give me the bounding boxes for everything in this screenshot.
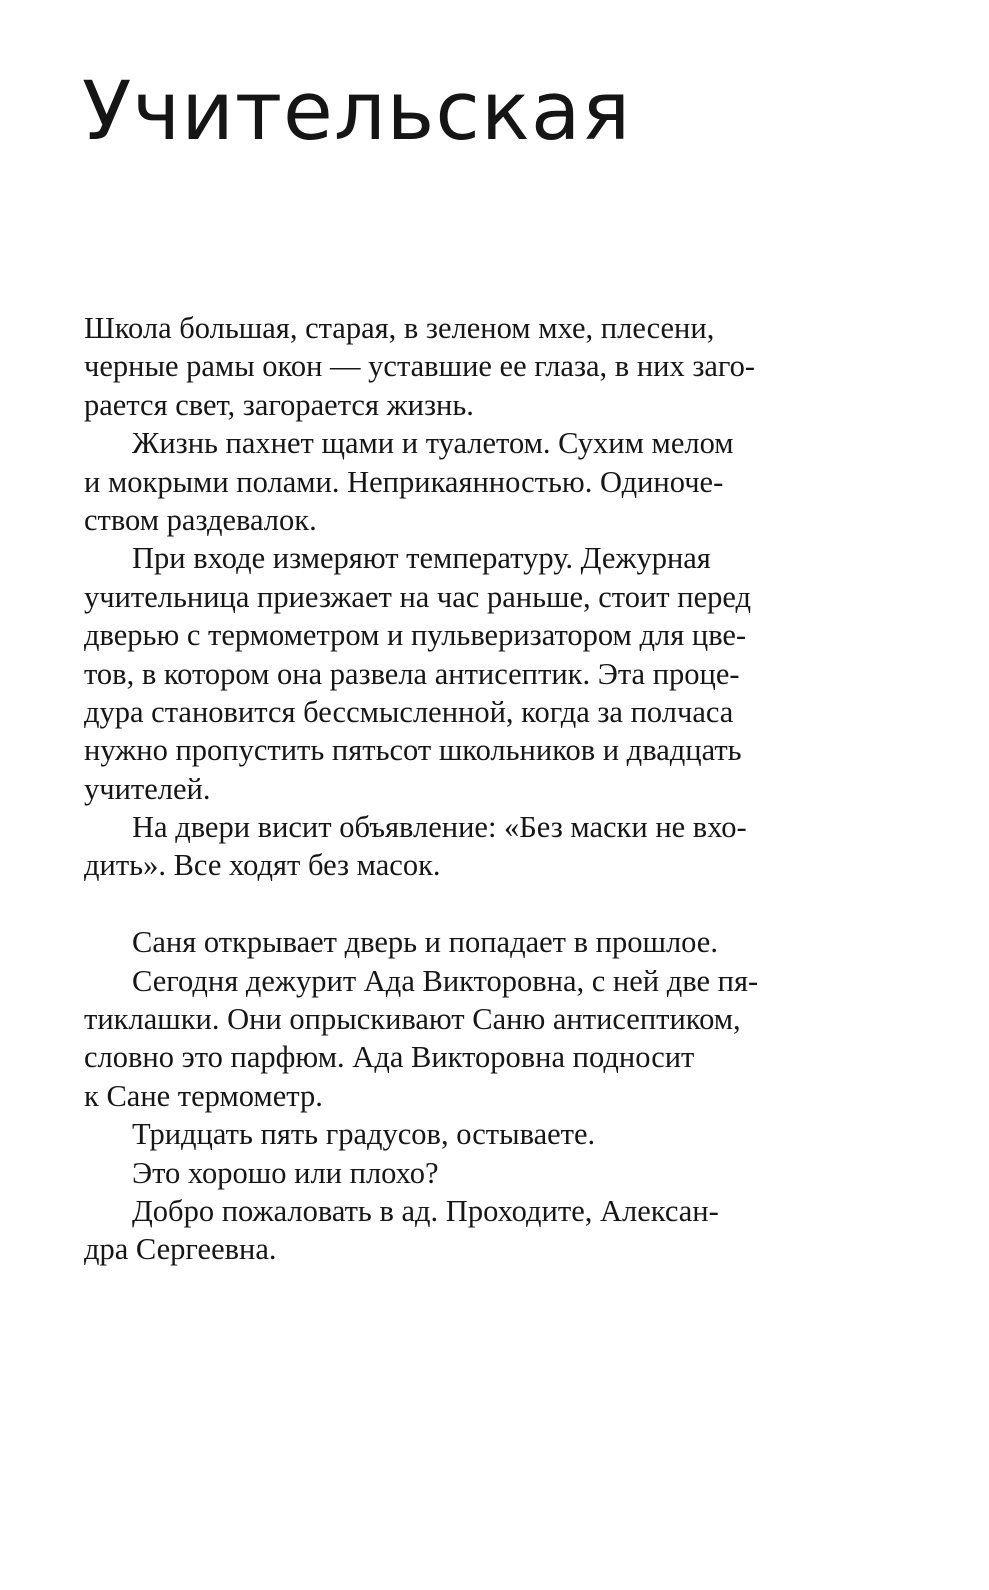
text-line: Школа большая, старая, в зеленом мхе, плесени,	[84, 311, 715, 345]
text-line: к Сане термометр.	[84, 1078, 323, 1113]
text-line: учителей.	[84, 771, 211, 806]
text-line: При входе измеряют температуру. Дежурная	[132, 541, 711, 576]
text-line: дра Сергеевна.	[84, 1232, 277, 1267]
chapter-title: Учительская	[82, 65, 632, 159]
text-line: тов, в котором она развела антисептик. Эта проце-	[84, 656, 740, 691]
text-line: учительница приезжает на час раньше, стоит перед	[84, 579, 752, 614]
text-line: дверью с термометром и пульверизатором для цве-	[84, 618, 747, 653]
text-line: Сегодня дежурит Ада Викторовна, с ней две пя-	[132, 963, 759, 998]
body-text	[84, 309, 844, 1269]
text-line: и мокрыми полами. Неприкаянностью. Одиноче-	[84, 464, 724, 499]
text-line: словно это парфюм. Ада Викторовна подносит	[84, 1040, 695, 1075]
text-line: Это хорошо или плохо?	[132, 1155, 439, 1190]
paragraph-gap	[84, 885, 844, 923]
text-line: Тридцать пять градусов, остываете.	[132, 1117, 596, 1152]
text-line: Саня открывает дверь и попадает в прошлое.	[132, 925, 718, 960]
text-line: дура становится бессмысленной, когда за полчаса	[84, 694, 734, 729]
text-line: черные рамы окон — уставшие ее глаза, в них заго-	[84, 349, 756, 384]
text-line: тиклашки. Они опрыскивают Саню антисептиком,	[84, 1002, 741, 1037]
text-line: ством раздевалок.	[84, 502, 317, 537]
text-line: Жизнь пахнет щами и туалетом. Сухим мелом	[132, 426, 734, 461]
text-line: Добро пожаловать в ад. Проходите, Алексан-	[132, 1193, 719, 1228]
text-line: На двери висит объявление: «Без маски не вхо-	[132, 810, 747, 845]
text-line: дить». Все ходят без масок.	[84, 848, 441, 883]
text-line: рается свет, загорается жизнь.	[84, 387, 474, 422]
text-line: нужно пропустить пятьсот школьников и двадцать	[84, 733, 742, 768]
